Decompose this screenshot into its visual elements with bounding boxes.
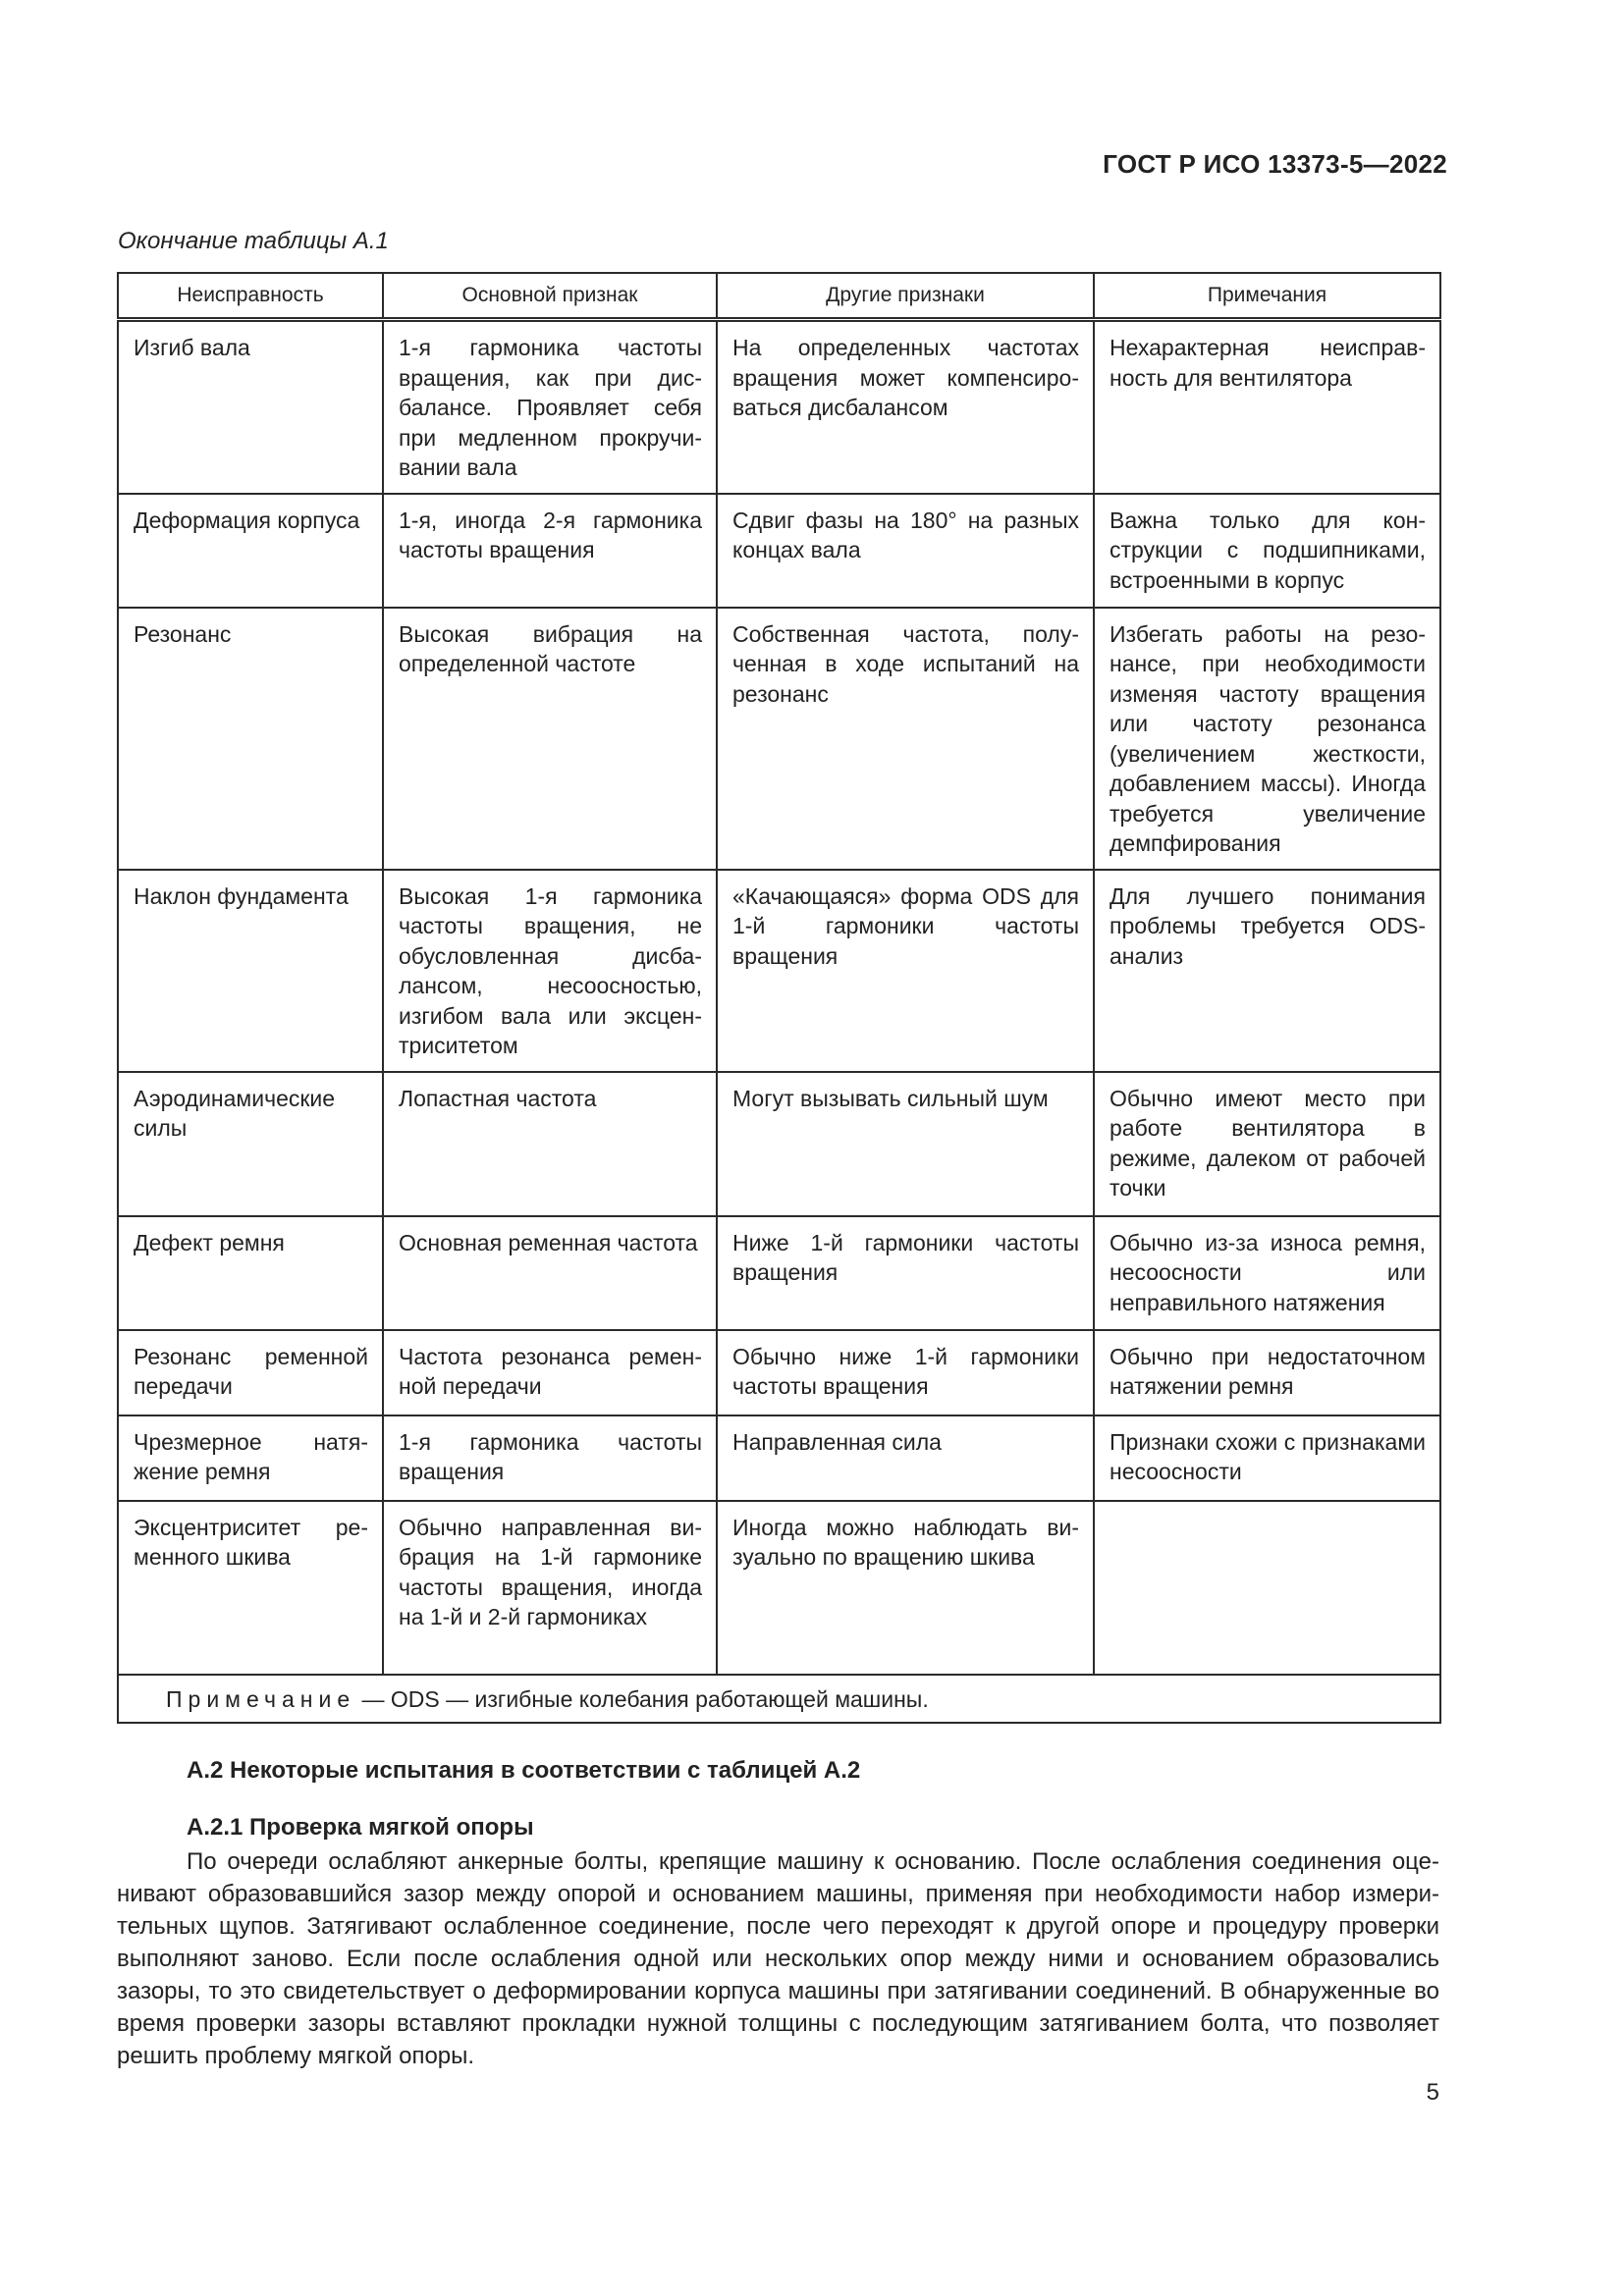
table-row [118,1072,1440,1216]
table-cell: На определенных частотах вращения может компенсироваться дисбалансом [717,320,1094,494]
table-cell: Обычно имеют место при работе вентилятора в режиме, далеком от рабочей точки [1094,1072,1440,1216]
table-caption: Окончание таблицы А.1 [118,228,389,254]
table-cell: Высокая 1-я гармоника частоты вращения, не обусловленная дисбалансом, несоосностью, изгибом вала или эксцентриситетом [383,870,717,1072]
table-cell: Резонанс [118,608,383,870]
table-note [118,1675,1440,1723]
table-cell: Для лучшего понимания проблемы требуется ODS-анализ [1094,870,1440,1072]
table-cell: Основная ременная частота [383,1216,717,1330]
table-cell: 1-я гармоника частоты вращения [383,1415,717,1501]
table-cell: Обычно направленная вибрация на 1-й гармонике частоты вращения, иногда на 1-й и 2-й гармониках [383,1501,717,1675]
table-cell: 1-я, иногда 2-я гармоника частоты вращения [383,494,717,608]
table-row [118,608,1440,870]
table-cell: Изгиб вала [118,320,383,494]
table-cell: Наклон фундамента [118,870,383,1072]
table-cell: Обычно ниже 1-й гармоники частоты вращения [717,1330,1094,1415]
table-cell: Высокая вибрация на определенной частоте [383,608,717,870]
subsection-title: А.2.1 Проверка мягкой опоры [187,1814,534,1841]
table-cell: Собственная частота, полученная в ходе испытаний на резонанс [717,608,1094,870]
note-text: — ODS — изгибные колебания работающей машины. [355,1685,929,1712]
table-cell: Резонанс ременной передачи [118,1330,383,1415]
table-cell: Аэродинамические силы [118,1072,383,1216]
table-cell: Сдвиг фазы на 180° на разных концах вала [717,494,1094,608]
table-cell: Ниже 1-й гармоники частоты вращения [717,1216,1094,1330]
table-row [118,1330,1440,1415]
table-cell: Эксцентриситет ременного шкива [118,1501,383,1675]
table-row [118,1501,1440,1675]
column-header: Основной признак [383,273,717,320]
table-cell: «Качающаяся» форма ODS для 1-й гармоники частоты вращения [717,870,1094,1072]
document-code: ГОСТ Р ИСО 13373-5—2022 [1103,149,1447,179]
table-note-row [118,1675,1440,1723]
table-cell: Частота резонанса ременной передачи [383,1330,717,1415]
table-cell: Деформация корпуса [118,494,383,608]
table-cell: 1-я гармоника частоты вращения, как при дисбалансе. Проявляет себя при медленном прокручивании вала [383,320,717,494]
table-row [118,870,1440,1072]
body-paragraph: По очереди ослабляют анкерные болты, крепящие машину к основанию. После ослабления соединения оценивают образовавшийся зазор между опорой и основанием машины, применяя при необходимости набор измерительных щупов. Затягивают ослабленное соединение, после чего переходят к другой опоре и процедуру проверки выполняют заново. Если после ослабления одной или нескольких опор между ними и основанием образовались зазоры, то это свидетельствует о деформировании корпуса машины при затягивании соединений. В обнаруженные во время проверки зазоры вставляют прокладки нужной толщины с последующим затягиванием болта, что позволяет решить проблему мягкой опоры. [117,1848,1439,2069]
table-header-row [118,273,1440,320]
table-row [118,1415,1440,1501]
faults-table [117,272,1441,1724]
page-number: 5 [1426,2079,1439,2106]
section-title: А.2 Некоторые испытания в соответствии с таблицей А.2 [187,1757,861,1784]
table-row [118,1216,1440,1330]
table-cell: Иногда можно наблюдать визуально по вращению шкива [717,1501,1094,1675]
table-cell: Важна только для конструкции с подшипниками, встроенными в корпус [1094,494,1440,608]
table-cell: Обычно при недостаточном натяжении ремня [1094,1330,1440,1415]
table-cell: Обычно из-за износа ремня, несоосности или неправильного натяжения [1094,1216,1440,1330]
table-cell: Лопастная частота [383,1072,717,1216]
table-cell [1094,1501,1440,1675]
column-header: Примечания [1094,273,1440,320]
table-cell: Нехарактерная неисправность для вентилятора [1094,320,1440,494]
column-header: Неисправность [118,273,383,320]
table-row [118,320,1440,494]
table-cell: Могут вызывать сильный шум [717,1072,1094,1216]
table-cell: Избегать работы на резонансе, при необходимости изменяя частоту вращения или частоту резонанса (увеличением жесткости, добавлением массы). Иногда требуется увеличение демпфирования [1094,608,1440,870]
table-cell: Чрезмерное натяжение ремня [118,1415,383,1501]
table-cell: Признаки схожи с признаками несоосности [1094,1415,1440,1501]
table-row [118,494,1440,608]
column-header: Другие признаки [717,273,1094,320]
note-label: Примечание [166,1685,356,1712]
table-cell: Направленная сила [717,1415,1094,1501]
table-cell: Дефект ремня [118,1216,383,1330]
